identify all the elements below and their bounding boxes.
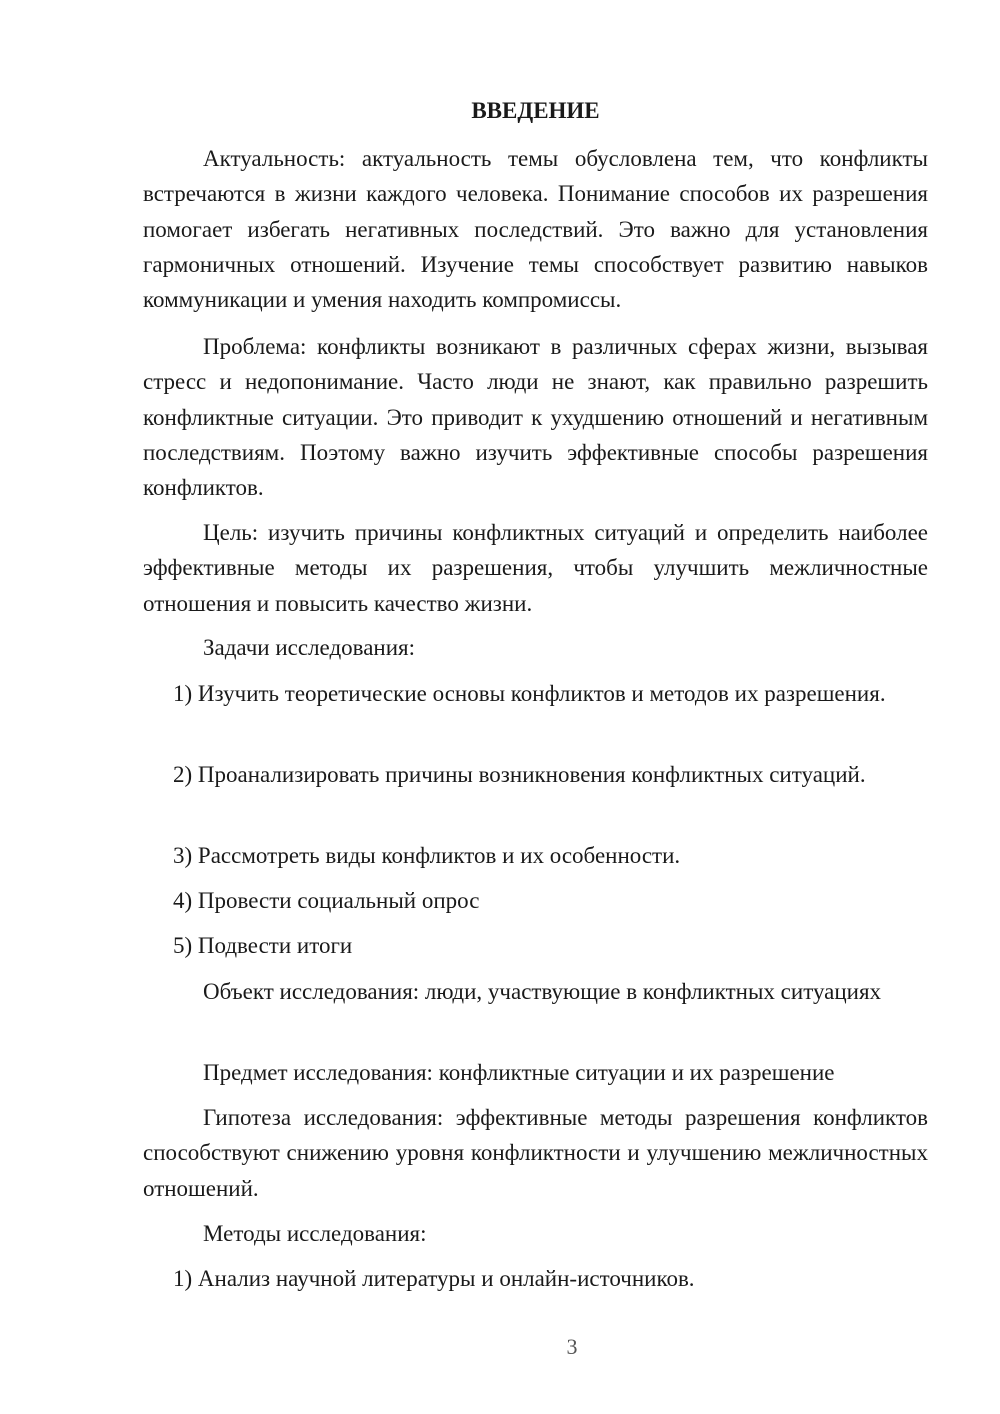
tasks-heading: Задачи исследования: — [203, 635, 416, 660]
task-item: 2) Проанализировать причины возникновения конфликтных ситуаций. — [173, 762, 866, 787]
relevance-paragraph: Актуальность: актуальность темы обусловлена тем, что конфликты встречаются в жизни каждого человека. Понимание способов их разрешения помогает избегать негативных последствий. Это важно для установления гармоничных отношений. Изучение темы способствует развитию навыков коммуникации и умения находить компромиссы. — [143, 146, 928, 313]
goal-paragraph: Цель: изучить причины конфликтных ситуаций и определить наиболее эффективные методы их разрешения, чтобы улучшить межличностные отношения и повысить качество жизни. — [143, 520, 928, 616]
task-item: 4) Провести социальный опрос — [173, 888, 480, 913]
method-item: 1) Анализ научной литературы и онлайн-источников. — [173, 1266, 695, 1291]
problem-paragraph: Проблема: конфликты возникают в различных сферах жизни, вызывая стресс и недопонимание. Часто люди не знают, как правильно разрешить конфликтные ситуации. Это приводит к ухудшению отношений и негативным последствиям. Поэтому важно изучить эффективные способы разрешения конфликтов. — [143, 334, 928, 501]
subject-paragraph: Предмет исследования: конфликтные ситуации и их разрешение — [203, 1060, 835, 1085]
task-item: 1) Изучить теоретические основы конфликтов и методов их разрешения. — [173, 681, 886, 706]
hypothesis-paragraph: Гипотеза исследования: эффективные методы разрешения конфликтов способствуют снижению уровня конфликтности и улучшению межличностных отношений. — [143, 1105, 928, 1201]
page-number: 3 — [566, 1334, 578, 1359]
methods-heading: Методы исследования: — [203, 1221, 427, 1246]
task-item: 3) Рассмотреть виды конфликтов и их особенности. — [173, 843, 681, 868]
page-title: ВВЕДЕНИЕ — [471, 98, 600, 123]
task-item: 5) Подвести итоги — [173, 933, 353, 958]
object-paragraph: Объект исследования: люди, участвующие в конфликтных ситуациях — [203, 979, 882, 1004]
